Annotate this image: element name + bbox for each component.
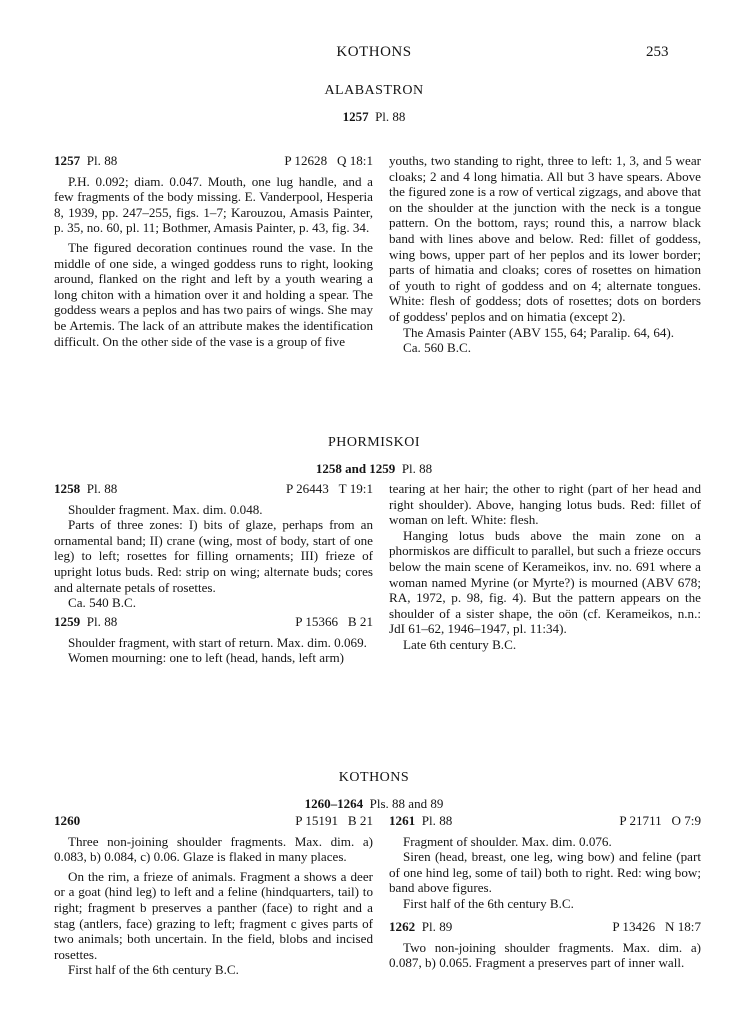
entry-plate: Pl. 88 (421, 813, 453, 828)
entry-number: 1257 (54, 153, 81, 168)
entry-number: 1258 (54, 481, 81, 496)
entry-description: Parts of three zones: I) bits of glaze, perhaps from an ornamental band; II) crane (wing, most of body, start of one leg) to left; rosettes for filling ornaments; III) frieze of upright lotus buds. Red: strip on wing; alternate buds; cores and alternate petals of rosettes. (54, 517, 373, 595)
entry-description: Women mourning: one to left (head, hands, left arm) (68, 650, 345, 666)
grid-ref: B 21 (347, 813, 373, 828)
page-number: 253 (646, 44, 669, 60)
entry-date: First half of the 6th century B.C. (68, 962, 239, 978)
entry-description: Shoulder fragment. Max. dim. 0.048. (68, 501, 263, 517)
section-sub-phormiskoi (0, 461, 748, 477)
grid-ref: Q 18:1 (336, 153, 373, 168)
entry-description: Siren (head, breast, one leg, wing bow) and feline (part of one hind leg, some of tail) both to right. Red: wing bow; band above figures. (389, 849, 701, 896)
entry-number: 1259 (54, 614, 81, 629)
entry-1261 (389, 813, 701, 912)
entry-head-1260 (54, 813, 373, 829)
entry-plate: Pl. 89 (421, 919, 453, 934)
entry-1257-left (54, 153, 373, 349)
entry-head-1262 (389, 919, 701, 935)
entry-head-1258 (54, 481, 373, 497)
grid-ref: O 7:9 (671, 813, 701, 828)
section-title-kothons: KOTHONS (338, 770, 410, 785)
entry-description: The figured decoration continues round the vase. In the middle of one side, a winged goddess runs to right, looking around, flanked on the right and left by a youth wearing a long chiton with a himation over it and holding a spear. The goddess wears a peplos and has two pairs of wings. She may be Artemis. The lack of an attribute makes the identification difficult. On the other side of the vase is a group of five (54, 239, 373, 349)
entry-description: Two non-joining shoulder fragments. Max. dim. a) 0.087, b) 0.065. Fragment a preserves part of inner wall. (389, 939, 701, 971)
entry-head-1257 (54, 153, 373, 169)
entry-plate: Pl. 88 (86, 153, 118, 168)
running-title: KOTHONS (336, 44, 412, 60)
entry-attribution: The Amasis Painter (ABV 155, 64; Paralip. 64, 64). (403, 324, 675, 340)
entry-1259-right (389, 481, 701, 653)
grid-ref: B 21 (347, 614, 373, 629)
inventory-number: P 21711 (619, 813, 662, 828)
entry-1262 (389, 919, 701, 971)
entry-description: Shoulder fragment, with start of return. Max. dim. 0.069. (68, 634, 367, 650)
entry-description: youths, two standing to right, three to left: 1, 3, and 5 wear cloaks; 2 and 4 long himatia. All but 3 have spears. Above the figured zone is a row of vertical zigzags, and above that on the shoulder at the junction with the neck is a tongue pattern. On the bottom, rays; round this, a narrow black band with lines above and below. Red: fillet of goddess, wing bows, upper part of her peplos and its lower border; parts of himatia and cloaks; cores of rosettes on himation of youth to right of goddess and on 4; alternate tongues. White: flesh of goddess; dots of rosettes; dots on borders of goddess' peplos and on himatia (except 2). (389, 153, 701, 324)
entry-number: 1261 (389, 813, 416, 828)
section-sub-kothons (0, 796, 748, 812)
entry-description: P.H. 0.092; diam. 0.047. Mouth, one lug handle, and a few fragments of the body missing. E. Vanderpool, Hesperia 8, 1939, pp. 247–255, figs. 1–7; Karouzou, Amasis Painter, p. 35, no. 60, pl. 11; Bothmer, Amasis Painter, p. 43, fig. 34. (54, 173, 373, 236)
entry-plate: Pl. 88 (86, 481, 118, 496)
entry-date: Ca. 540 B.C. (68, 595, 137, 611)
inventory-number: P 15366 (295, 614, 339, 629)
entry-number: 1262 (389, 919, 416, 934)
entry-description: Three non-joining shoulder fragments. Max. dim. a) 0.083, b) 0.084, c) 0.06. Glaze is flaked in many places. (54, 833, 373, 865)
section-title-alabastron: ALABASTRON (324, 83, 424, 98)
entry-1259 (54, 614, 373, 666)
inventory-number: P 13426 (612, 919, 656, 934)
inventory-number: P 26443 (286, 481, 329, 496)
plate-ref: Pl. 88 (401, 461, 433, 476)
entry-date: First half of the 6th century B.C. (403, 895, 574, 911)
entry-description: tearing at her hair; the other to right (part of her head and right shoulder). Above, hanging lotus buds. Red: fillet of woman on left. White: flesh. (389, 481, 701, 528)
plate-ref: Pls. 88 and 89 (369, 796, 444, 811)
entry-1260 (54, 813, 373, 978)
entry-description: Fragment of shoulder. Max. dim. 0.076. (403, 833, 612, 849)
catalog-range: 1257 (342, 109, 369, 124)
entry-number: 1260 (54, 813, 81, 828)
entry-head-1259 (54, 614, 373, 630)
entry-1258 (54, 481, 373, 611)
entry-date: Ca. 560 B.C. (403, 340, 472, 356)
entry-commentary: Hanging lotus buds above the main zone on a phormiskos are difficult to parallel, but such a frieze occurs below the main scene of Kerameikos, inv. no. 691 where a woman named Myrine (or Myrte?) is mourned (ABV 678; RA, 1972, p. 98, fig. 4). But the pattern appears on the shoulder of a sister shape, the oön (cf. Kerameikos, n.n.: JdI 61–62, 1946–1947, pl. 11:34). (389, 527, 701, 637)
entry-plate: Pl. 88 (86, 614, 118, 629)
catalog-range: 1260–1264 (304, 796, 364, 811)
grid-ref: N 18:7 (664, 919, 701, 934)
inventory-number: P 15191 (295, 813, 339, 828)
entry-description: On the rim, a frieze of animals. Fragment a shows a deer or a goat (hind leg) to left and a feline (hindquarters, tail) to right; fragment b preserves a panther (face) to right and a stag (antlers, face) grazing to left; fragment c gives parts of two animals; both uncertain. In the field, blobs and incised rosettes. (54, 868, 373, 962)
entry-head-1261 (389, 813, 701, 829)
inventory-number: P 12628 (284, 153, 328, 168)
section-title-phormiskoi: PHORMISKOI (327, 435, 421, 450)
plate-ref: Pl. 88 (375, 109, 406, 124)
section-sub-alabastron (0, 109, 748, 125)
grid-ref: T 19:1 (338, 481, 373, 496)
catalog-range: 1258 and 1259 (315, 461, 396, 476)
entry-date: Late 6th century B.C. (403, 636, 517, 652)
entry-1257-right (389, 153, 701, 356)
